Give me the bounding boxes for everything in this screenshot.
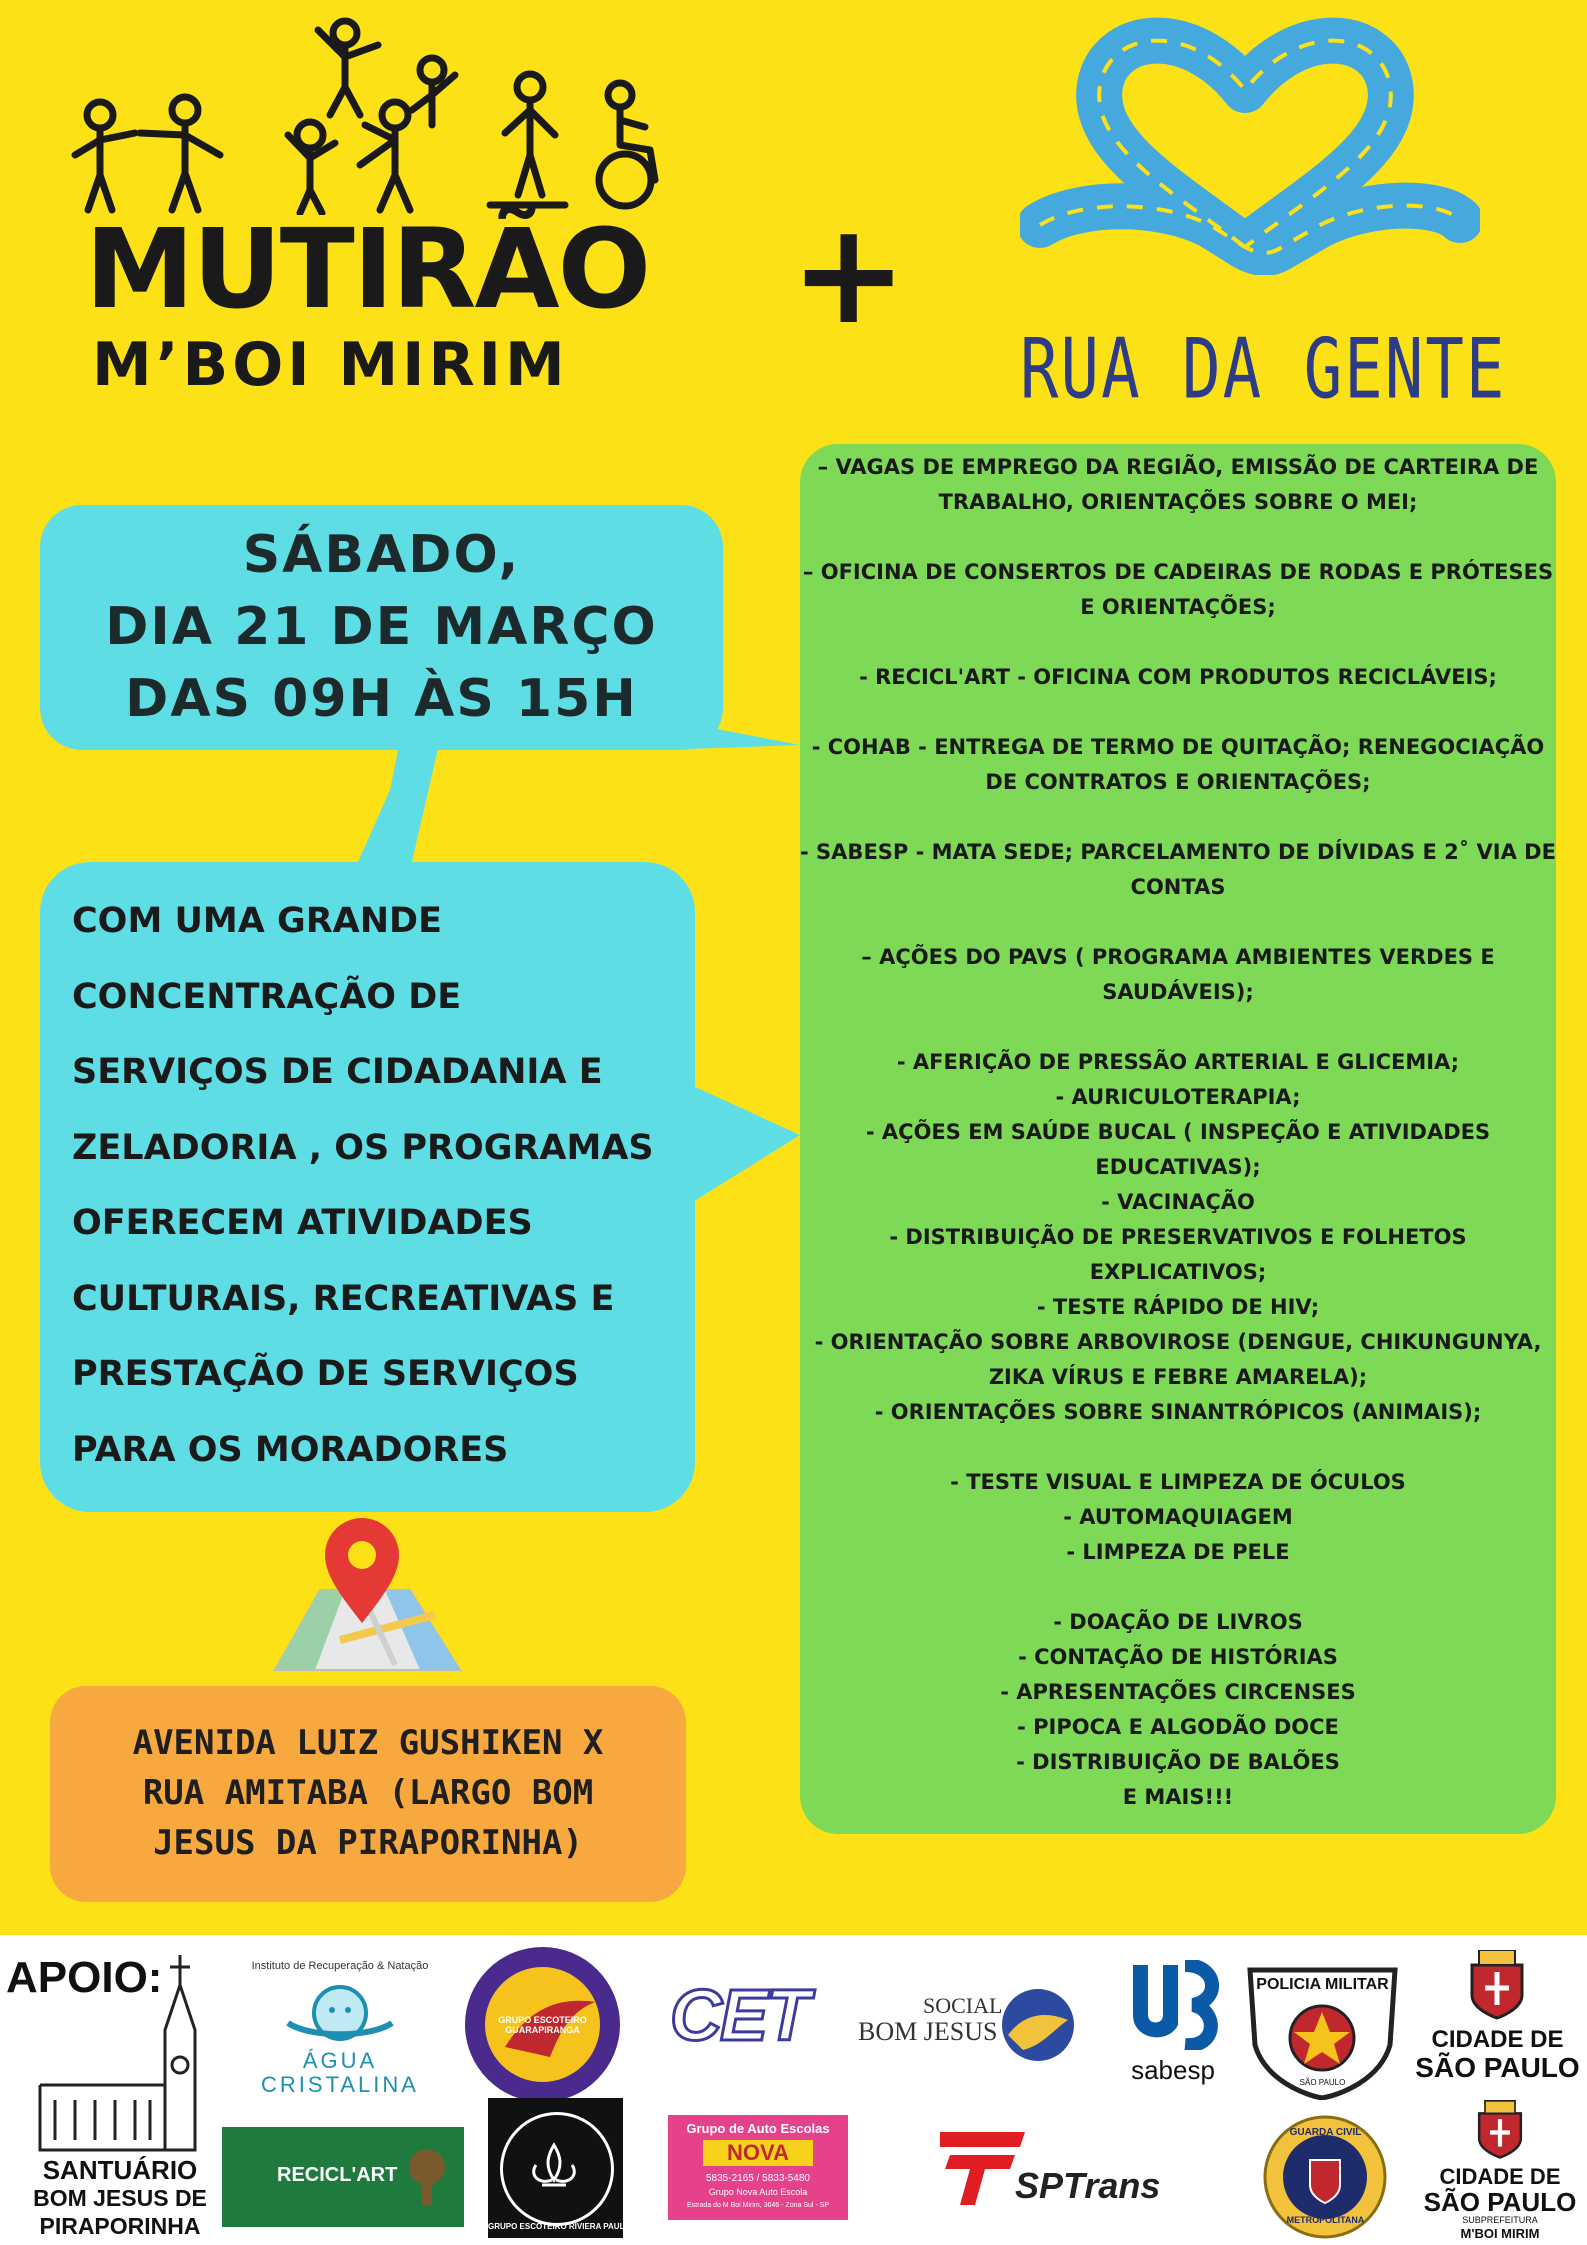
service-item: – OFICINA DE CONSERTOS DE CADEIRAS DE RODAS E PRÓTESES: [802, 560, 1554, 584]
agua-line-1: ÁGUA: [302, 2048, 378, 2073]
service-item: – VAGAS DE EMPREGO DA REGIÃO, EMISSÃO DE CARTEIRA DE: [817, 455, 1539, 479]
rua-da-gente-logo: [1020, 15, 1507, 435]
description-line: PRESTAÇÃO DE SERVIÇOS: [72, 1354, 579, 1394]
agua-cristalina-logo: [235, 1960, 445, 2100]
service-item: - APRESENTAÇÕES CIRCENSES: [1000, 1680, 1356, 1704]
service-item: - SABESP - MATA SEDE; PARCELAMENTO DE DÍVIDAS E 2˚ VIA DE: [800, 840, 1556, 864]
santuario-line-3: PIRAPORINHA: [39, 2213, 201, 2239]
reciclart-text: RECICL'ART: [277, 2164, 398, 2186]
fleur-de-lis-icon: [524, 2140, 584, 2200]
santuario-line-2: BOM JESUS DE: [33, 2185, 207, 2211]
bubble-connector: [330, 740, 470, 880]
cidade-line-1: CIDADE DE: [1431, 2026, 1564, 2053]
sabesp-logo: [1118, 1960, 1228, 2090]
service-item: SAUDÁVEIS);: [1102, 980, 1254, 1004]
desc-bubble-tail: [680, 1080, 820, 1210]
nova-phone: 5835-2165 / 5833-5480: [706, 2173, 810, 2184]
service-item: DE CONTRATOS E ORIENTAÇÕES;: [985, 770, 1371, 794]
nova-text: NOVA: [703, 2140, 813, 2166]
church-icon: [20, 1955, 220, 2155]
nova-logo: [668, 2115, 848, 2220]
swimmer-icon: [280, 1978, 400, 2048]
agua-top-text: Instituto de Recuperação & Natação: [251, 1960, 429, 1972]
date-line-1: SÁBADO,: [242, 525, 521, 585]
service-item: - CONTAÇÃO DE HISTÓRIAS: [1018, 1645, 1338, 1669]
service-item: CONTAS: [1130, 875, 1226, 899]
nova-social: Grupo Nova Auto Escola: [708, 2187, 808, 2197]
guarapiranga-text: GRUPO ESCOTEIRO GUARAPIRANGA: [498, 2015, 587, 2035]
service-item: - RECICL'ART - OFICINA COM PRODUTOS RECICLÁVEIS;: [859, 665, 1497, 689]
service-spacer: [800, 1010, 1556, 1045]
service-item: - TESTE RÁPIDO DE HIV;: [1036, 1295, 1320, 1319]
santuario-line-1: SANTUÁRIO: [42, 2155, 198, 2185]
hands-icon: [998, 1985, 1078, 2065]
description-bubble: [40, 862, 695, 1512]
service-item: - TESTE VISUAL E LIMPEZA DE ÓCULOS: [950, 1470, 1406, 1494]
service-item: - DISTRIBUIÇÃO DE BALÕES: [1016, 1750, 1340, 1774]
service-spacer: [800, 625, 1556, 660]
cet-logo: CET: [670, 1976, 808, 2056]
service-item: - ORIENTAÇÕES SOBRE SINANTRÓPICOS (ANIMAIS);: [874, 1400, 1482, 1424]
tree-icon: [402, 2147, 452, 2207]
pm-text: POLICIA MILITAR: [1256, 1976, 1389, 1993]
description-line: PARA OS MORADORES: [72, 1429, 509, 1470]
service-spacer: [800, 695, 1556, 730]
santuario-logo: [20, 1955, 220, 2240]
services-panel: [800, 444, 1556, 1834]
nova-top-text: Grupo de Auto Escolas: [686, 2121, 830, 2136]
description-line: SERVIÇOS DE CIDADANIA E: [72, 1052, 603, 1092]
service-item: - DISTRIBUIÇÃO DE PRESERVATIVOS E FOLHETOS: [889, 1225, 1467, 1249]
description-line: CULTURAIS, RECREATIVAS E: [72, 1278, 615, 1319]
social-line-2: BOM JESUS: [858, 2017, 998, 2046]
mutirao-title: MUTIRÃO: [85, 205, 650, 333]
nova-address: Estrada do M Boi Mirim, 3646 - Zona Sul - SP: [687, 2202, 829, 2209]
service-spacer: [800, 905, 1556, 940]
cidade-line-2: SÃO PAULO: [1415, 2052, 1580, 2083]
guarda-civil-logo: [1258, 2115, 1393, 2240]
sub-line-3: SUBPREFEITURA: [1462, 2215, 1538, 2225]
map-pin-icon: [245, 1505, 475, 1675]
service-item: E MAIS!!!: [1122, 1785, 1234, 1809]
social-line-1: SOCIAL: [923, 1993, 1003, 2018]
mutirao-logo: [60, 15, 690, 415]
service-item: ZIKA VÍRUS E FEBRE AMARELA);: [988, 1365, 1368, 1389]
service-item: - VACINAÇÃO: [1101, 1190, 1255, 1214]
services-list: [800, 450, 1556, 1815]
gcm-text: GUARDA CIVIL: [1289, 2127, 1362, 2138]
description-line: COM UMA GRANDE: [72, 901, 442, 941]
service-item: - COHAB - ENTREGA DE TERMO DE QUITAÇÃO; RENEGOCIAÇÃO: [811, 735, 1545, 759]
gcm-subtext: METROPOLITANA: [1286, 2215, 1365, 2225]
description-line: CONCENTRAÇÃO DE: [72, 976, 462, 1017]
apoio-label: APOIO:: [6, 1953, 163, 2002]
rua-da-gente-title: RUA DA GENTE: [1020, 321, 1507, 419]
pm-subtext: SÃO PAULO: [1299, 2078, 1346, 2087]
service-item: EXPLICATIVOS;: [1089, 1260, 1267, 1284]
sub-line-2: SÃO PAULO: [1423, 2187, 1577, 2217]
sabesp-icon: [1123, 1960, 1223, 2050]
service-item: E ORIENTAÇÕES;: [1080, 595, 1276, 619]
service-item: - AFERIÇÃO DE PRESSÃO ARTERIAL E GLICEMIA;: [896, 1050, 1460, 1074]
social-bom-jesus-logo: [858, 1985, 1078, 2085]
service-item: TRABALHO, ORIENTAÇÕES SOBRE O MEI;: [938, 490, 1418, 514]
address-box: [50, 1686, 686, 1902]
service-item: - AURICULOTERAPIA;: [1055, 1085, 1301, 1109]
service-spacer: [800, 800, 1556, 835]
sp-coat-of-arms-icon: [1475, 2100, 1525, 2160]
guarapiranga-logo: [465, 1947, 620, 2102]
address-line-1: AVENIDA LUIZ GUSHIKEN X: [132, 1723, 604, 1763]
people-illustration: [60, 15, 680, 215]
description-line: OFERECEM ATIVIDADES: [72, 1203, 533, 1243]
sub-line-1: CIDADE DE: [1439, 2164, 1561, 2189]
service-item: - ORIENTAÇÃO SOBRE ARBOVIROSE (DENGUE, CHIKUNGUNYA,: [814, 1330, 1542, 1354]
plus-sign: +: [790, 193, 908, 356]
cidade-sp-logo: [1410, 1950, 1585, 2090]
description-line: ZELADORIA , OS PROGRAMAS: [72, 1127, 654, 1168]
heart-road-icon: [1020, 15, 1480, 275]
service-spacer: [800, 1570, 1556, 1605]
service-item: - AÇÕES EM SAÚDE BUCAL ( INSPEÇÃO E ATIVIDADES: [865, 1120, 1491, 1144]
address-line-3: JESUS DA PIRAPORINHA): [153, 1823, 583, 1863]
service-spacer: [800, 520, 1556, 555]
riviera-text: GRUPO ESCOTEIRO RIVIERA PAULISTA: [488, 2222, 643, 2231]
sptrans-text: SPTrans: [1015, 2165, 1161, 2206]
service-item: - LIMPEZA DE PELE: [1066, 1540, 1290, 1564]
date-line-3: DAS 09H ÀS 15H: [125, 669, 638, 729]
sptrans-logo: [935, 2127, 1165, 2217]
address-line-2: RUA AMITABA (LARGO BOM: [142, 1773, 594, 1813]
mutirao-subtitle: M’BOI MIRIM: [92, 330, 569, 400]
footer-sponsors: [0, 1935, 1587, 2245]
service-item: - PIPOCA E ALGODÃO DOCE: [1017, 1715, 1339, 1739]
riviera-logo: [488, 2098, 643, 2238]
sp-coat-of-arms-icon: [1467, 1950, 1527, 2020]
reciclart-logo: [222, 2127, 464, 2227]
sub-line-4: M'BOI MIRIM: [1460, 2226, 1540, 2241]
date-bubble: [40, 505, 723, 750]
service-item: - AUTOMAQUIAGEM: [1063, 1505, 1293, 1529]
description-text: [72, 884, 654, 1488]
agua-line-2: CRISTALINA: [261, 2072, 419, 2097]
sabesp-text: sabesp: [1131, 2055, 1215, 2085]
service-item: – AÇÕES DO PAVS ( PROGRAMA AMBIENTES VERDES E: [861, 945, 1495, 969]
subprefeitura-logo: [1415, 2100, 1585, 2240]
date-line-2: DIA 21 DE MARÇO: [105, 597, 658, 657]
policia-militar-logo: [1240, 1950, 1405, 2100]
service-spacer: [800, 1430, 1556, 1465]
service-item: - DOAÇÃO DE LIVROS: [1053, 1610, 1303, 1634]
service-item: EDUCATIVAS);: [1095, 1155, 1261, 1179]
